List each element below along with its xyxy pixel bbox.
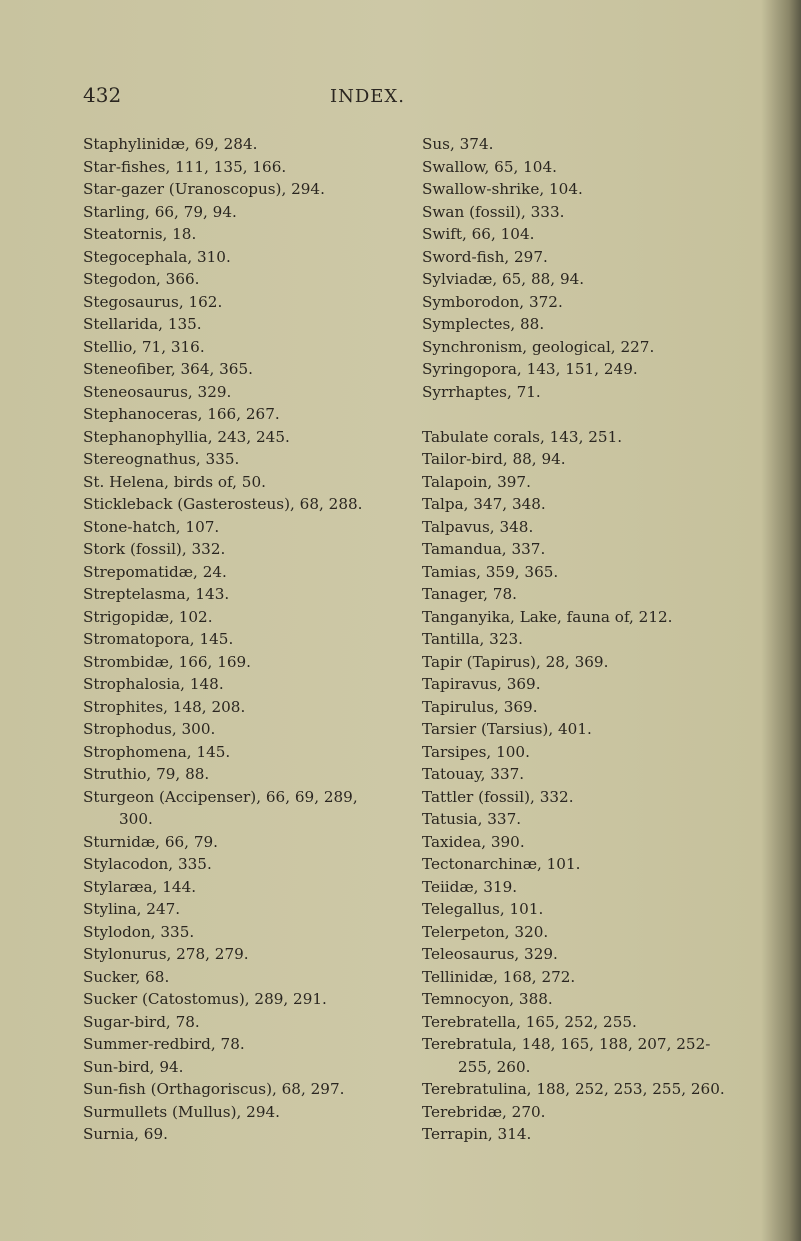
index-entry: Sun-bird, 94. [83, 1057, 184, 1076]
index-entry: Tatusia, 337. [422, 810, 522, 828]
index-entry: Tapiravus, 369. [422, 675, 541, 693]
index-entry: Sturgeon (Accipenser), 66, 69, 289, [83, 787, 358, 806]
index-entry: Star-gazer (Uranoscopus), 294. [83, 180, 325, 198]
index-entry: Syringopora, 143, 151, 249. [422, 360, 638, 378]
index-entry: Strepomatidæ, 24. [83, 562, 227, 581]
index-column-right [422, 133, 725, 1146]
index-entry: Terebratula, 148, 165, 188, 207, 252- [422, 1035, 711, 1053]
index-entry: Sturnidæ, 66, 79. [83, 832, 218, 851]
index-entry: Stegosaurus, 162. [83, 292, 223, 311]
index-entry: Star-fishes, 111, 135, 166. [83, 157, 287, 176]
index-entry: Tapir (Tapirus), 28, 369. [422, 652, 609, 671]
index-entry: Stone-hatch, 107. [83, 517, 220, 536]
index-entry: Surmullets (Mullus), 294. [83, 1102, 280, 1121]
index-entry: Stereognathus, 335. [83, 450, 240, 468]
index-entry: Terebratulina, 188, 252, 253, 255, 260. [422, 1080, 725, 1098]
index-entry: Tectonarchinæ, 101. [422, 855, 581, 873]
index-entry: Strophalosia, 148. [83, 675, 224, 693]
index-entry: Stephanophyllia, 243, 245. [83, 427, 290, 446]
index-entry: Steneosaurus, 329. [83, 382, 232, 401]
index-entry: Talpavus, 348. [422, 517, 534, 536]
index-entry: Telerpeton, 320. [422, 922, 549, 941]
page-number: 432 [83, 83, 122, 107]
index-entry: Tamias, 359, 365. [422, 562, 559, 581]
index-entry: Terebridæ, 270. [422, 1102, 546, 1121]
index-entry: Stylodon, 335. [83, 922, 195, 941]
index-entry: Swallow, 65, 104. [422, 157, 557, 176]
index-entry: Stylacodon, 335. [83, 855, 212, 873]
index-entry: Tanager, 78. [422, 585, 517, 603]
index-entry: Stephanoceras, 166, 267. [83, 405, 280, 423]
index-entry: Sugar-bird, 78. [83, 1012, 200, 1031]
index-entry: Symborodon, 372. [422, 292, 563, 311]
index-entry: Tamandua, 337. [422, 540, 546, 558]
index-entry: Talpa, 347, 348. [422, 495, 546, 513]
index-entry: Tanganyika, Lake, fauna of, 212. [422, 607, 673, 626]
index-entry: Stegocephala, 310. [83, 247, 231, 266]
index-entry: Temnocyon, 388. [422, 990, 553, 1008]
index-entry: Synchronism, geological, 227. [422, 337, 655, 356]
index-entry: Strigopidæ, 102. [83, 607, 213, 626]
index-entry: Tabulate corals, 143, 251. [422, 427, 623, 446]
index-entry: Stickleback (Gasterosteus), 68, 288. [83, 495, 363, 513]
index-entry: Starling, 66, 79, 94. [83, 202, 237, 221]
index-entry: Stellio, 71, 316. [83, 337, 205, 356]
index-entry: Sucker, 68. [83, 967, 170, 986]
index-entry: Symplectes, 88. [422, 315, 545, 333]
index-entry: Surnia, 69. [83, 1125, 168, 1143]
index-entry: Strophodus, 300. [83, 720, 216, 738]
index-entry: Tantilla, 323. [422, 630, 523, 648]
index-entry: Tatouay, 337. [422, 765, 525, 783]
index-entry: Stegodon, 366. [83, 270, 200, 288]
index-entry: Summer-redbird, 78. [83, 1035, 245, 1053]
index-entry: Tarsipes, 100. [422, 742, 530, 761]
index-entry: Tattler (fossil), 332. [422, 787, 574, 806]
index-entry: Staphylinidæ, 69, 284. [83, 135, 258, 153]
index-entry: Steneofiber, 364, 365. [83, 360, 253, 378]
index-entry: Teleosaurus, 329. [422, 945, 558, 963]
index-entry: Talapoin, 397. [422, 472, 531, 491]
index-entry: Terrapin, 314. [422, 1125, 532, 1143]
index-entry: Swift, 66, 104. [422, 225, 535, 243]
index-entry: Sucker (Catostomus), 289, 291. [83, 990, 327, 1008]
index-entry-continuation: 255, 260. [458, 1057, 531, 1076]
index-entry: Strombidæ, 166, 169. [83, 652, 252, 671]
index-entry: Stylina, 247. [83, 900, 181, 918]
index-entry: St. Helena, birds of, 50. [83, 472, 266, 491]
index-entry: Stork (fossil), 332. [83, 540, 226, 558]
index-entry: Stylonurus, 278, 279. [83, 945, 249, 963]
index-entry: Steatornis, 18. [83, 225, 197, 243]
index-entry: Sword-fish, 297. [422, 247, 548, 266]
index-entry: Strophites, 148, 208. [83, 697, 246, 716]
index-entry: Sun-fish (Orthagoriscus), 68, 297. [83, 1080, 345, 1098]
index-entry: Stromatopora, 145. [83, 630, 234, 648]
index-entry: Taxidea, 390. [422, 832, 525, 851]
page-title: INDEX. [330, 86, 405, 107]
index-entry: Tarsier (Tarsius), 401. [422, 720, 592, 738]
index-entry: Sylviadæ, 65, 88, 94. [422, 270, 585, 288]
index-entry: Sus, 374. [422, 135, 494, 153]
index-entry-continuation: 300. [119, 810, 153, 828]
index-entry: Streptelasma, 143. [83, 585, 230, 603]
index-entry: Syrrhaptes, 71. [422, 382, 541, 401]
index-entry: Tellinidæ, 168, 272. [422, 967, 576, 986]
index-entry: Stellarida, 135. [83, 315, 202, 333]
index-entry: Tailor-bird, 88, 94. [422, 450, 566, 468]
index-entry: Swan (fossil), 333. [422, 202, 565, 221]
section-gap [422, 403, 725, 426]
index-entry: Teiidæ, 319. [422, 877, 518, 896]
index-entry: Struthio, 79, 88. [83, 765, 210, 783]
index-entry: Tapirulus, 369. [422, 697, 538, 716]
index-entry: Telegallus, 101. [422, 900, 544, 918]
index-entry: Terebratella, 165, 252, 255. [422, 1012, 637, 1031]
index-column-left [83, 133, 362, 1146]
index-entry: Swallow-shrike, 104. [422, 180, 583, 198]
index-entry: Stylaræa, 144. [83, 877, 197, 896]
index-entry: Strophomena, 145. [83, 742, 231, 761]
